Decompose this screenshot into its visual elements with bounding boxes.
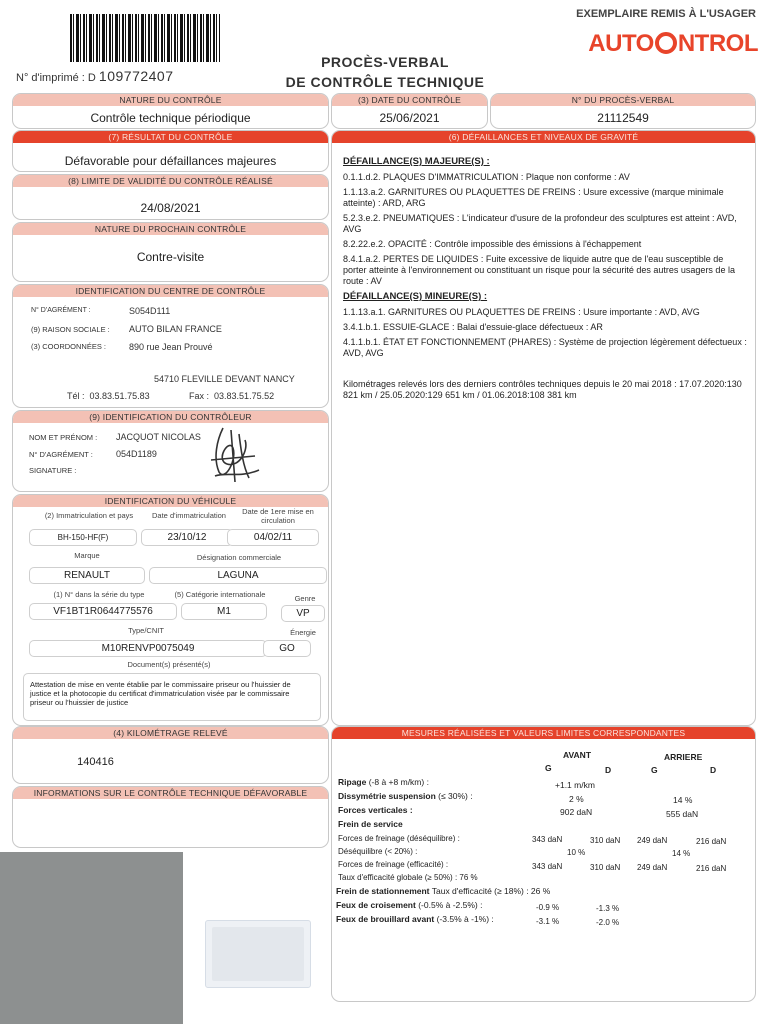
croisement-g: -0.9 % xyxy=(536,903,560,912)
date-immat-label: Date d'immatriculation xyxy=(152,511,226,520)
date-mise-value: 04/02/11 xyxy=(227,529,319,546)
croisement-row: Feux de croisement (-0.5% à -2.5%) : xyxy=(336,900,483,910)
designation-value: LAGUNA xyxy=(149,567,327,584)
centre-adresse: 890 rue Jean Prouvé xyxy=(129,342,213,352)
pv-value: 21112549 xyxy=(597,111,649,125)
deseq-av: 10 % xyxy=(567,848,586,857)
controleur-agrement: 054D1189 xyxy=(116,449,157,459)
barcode xyxy=(70,14,220,62)
mineures-title: DÉFAILLANCE(S) MINEURE(S) : xyxy=(343,291,488,302)
mineure-item: 3.4.1.b.1. ESSUIE-GLACE : Balai d'essuie-glace défectueux : AR xyxy=(343,322,603,332)
defaillances-label: (6) DÉFAILLANCES ET NIVEAUX DE GRAVITÉ xyxy=(332,131,755,143)
scan-background xyxy=(0,852,183,1024)
serie-value: VF1BT1R0644775576 xyxy=(29,603,177,620)
vehicule-box xyxy=(12,494,329,726)
signature-image xyxy=(205,420,265,490)
energie-value: GO xyxy=(263,640,311,657)
km-label: (4) KILOMÉTRAGE RELEVÉ xyxy=(13,727,328,739)
avant-g: G xyxy=(545,763,552,773)
km-value: 140416 xyxy=(77,756,114,768)
centre-label: IDENTIFICATION DU CENTRE DE CONTRÔLE xyxy=(13,285,328,297)
genre-label: Genre xyxy=(294,594,316,603)
controleur-label: (9) IDENTIFICATION DU CONTRÔLEUR xyxy=(13,411,328,423)
designation-label: Désignation commerciale xyxy=(196,553,282,562)
energie-label: Énergie xyxy=(290,628,316,637)
deseq-ar: 14 % xyxy=(672,849,691,858)
ripage-av: +1.1 m/km xyxy=(555,780,595,790)
controleur-agrement-label: N° D'AGRÉMENT : xyxy=(29,450,93,459)
km-box xyxy=(12,726,329,784)
arriere-g: G xyxy=(651,765,658,775)
centre-box xyxy=(12,284,329,408)
centre-ville: 54710 FLEVILLE DEVANT NANCY xyxy=(154,374,295,384)
date-mise-label: Date de 1ere mise en circulation xyxy=(242,507,314,525)
mesures-label: MESURES RÉALISÉES ET VALEURS LIMITES CORRESPONDANTES xyxy=(332,727,755,739)
print-number: N° d'imprimé : D 109772407 xyxy=(16,68,174,84)
prochain-value: Contre-visite xyxy=(136,250,205,264)
type-label: Type/CNIT xyxy=(128,626,164,635)
resultat-label: (7) RÉSULTAT DU CONTRÔLE xyxy=(13,131,328,143)
majeure-item: 8.4.1.a.2. PERTES DE LIQUIDES : Fuite excessive de liquide autre que de l'eau susceptible de porter atteinte à l'environnement ou constituant un risque pour la sécurité des autres usagers de la route : AV xyxy=(343,254,735,286)
categorie-value: M1 xyxy=(181,603,267,620)
majeures-title: DÉFAILLANCE(S) MAJEURE(S) : xyxy=(343,156,490,167)
date-box xyxy=(331,93,488,129)
infos-label: INFORMATIONS SUR LE CONTRÔLE TECHNIQUE DÉFAVORABLE xyxy=(13,787,328,799)
avant-header: AVANT xyxy=(563,750,592,760)
dissym-av: 2 % xyxy=(569,794,584,804)
frein-service-label: Frein de service xyxy=(338,819,403,829)
print-number-value: 109772407 xyxy=(98,68,174,84)
arriere-header: ARRIERE xyxy=(664,752,703,762)
autocontrol-logo: AUTO NTROL xyxy=(588,30,758,57)
docs-label: Document(s) présenté(s) xyxy=(127,660,211,669)
centre-fax: Fax : 03.83.51.75.52 xyxy=(189,391,275,401)
controleur-nom: JACQUOT NICOLAS xyxy=(116,432,201,442)
docs-value: Attestation de mise en vente établie par le commissaire priseur ou l'huissier de justice et la photocopie du certificat d'immatriculation visée par le commissaire priseur ou l'huissier de justice xyxy=(23,673,321,721)
nature-box xyxy=(12,93,329,129)
page-title: PROCÈS-VERBAL DE CONTRÔLE TECHNIQUE xyxy=(285,54,485,90)
centre-tel: Tél : 03.83.51.75.83 xyxy=(67,391,150,401)
ff-eff-av-g: 343 daN xyxy=(532,862,563,871)
ff-deseq-ar-d: 216 daN xyxy=(696,837,727,846)
brouillard-g: -3.1 % xyxy=(536,917,560,926)
infos-box xyxy=(12,786,329,848)
deseq-label: Déséquilibre (< 20%) : xyxy=(338,847,418,856)
controleur-signature-label: SIGNATURE : xyxy=(29,466,77,475)
brouillard-d: -2.0 % xyxy=(596,918,620,927)
centre-agrement: S054D111 xyxy=(129,306,171,316)
centre-coord-label: (3) COORDONNÉES : xyxy=(31,342,107,351)
majeure-item: 5.2.3.e.2. PNEUMATIQUES : L'indicateur d'usure de la profondeur des sculptures est atteint : AVD, AVG xyxy=(343,213,737,234)
categorie-label: (5) Catégorie internationale xyxy=(174,590,266,599)
forces-vert-av: 902 daN xyxy=(560,807,593,817)
controleur-nom-label: NOM ET PRÉNOM : xyxy=(29,433,98,442)
ff-eff-ar-d: 216 daN xyxy=(696,864,727,873)
avant-d: D xyxy=(605,765,612,775)
ff-eff-label: Forces de freinage (efficacité) : xyxy=(338,860,449,869)
centre-raison-label: (9) RAISON SOCIALE : xyxy=(31,325,110,334)
type-value: M10RENVP0075049 xyxy=(29,640,267,657)
pv-box xyxy=(490,93,756,129)
ff-deseq-av-d: 310 daN xyxy=(590,836,621,845)
ff-deseq-label: Forces de freinage (déséquilibre) : xyxy=(338,834,460,843)
dissym-row: Dissymétrie suspension (≤ 30%) : xyxy=(338,791,473,801)
forces-vert-label: Forces verticales : xyxy=(338,805,413,815)
limite-box xyxy=(12,174,329,220)
nature-value: Contrôle technique périodique xyxy=(90,111,251,125)
marque-value: RENAULT xyxy=(29,567,145,584)
logo-ring-icon xyxy=(655,32,677,54)
ff-deseq-av-g: 343 daN xyxy=(532,835,563,844)
date-value: 25/06/2021 xyxy=(379,111,440,125)
majeure-item: 0.1.1.d.2. PLAQUES D'IMMATRICULATION : Plaque non conforme : AV xyxy=(343,172,630,182)
envelope-window xyxy=(205,920,311,988)
taux-global: Taux d'efficacité globale (≥ 50%) : 76 % xyxy=(338,873,478,882)
resultat-box xyxy=(12,130,329,172)
date-label: (3) DATE DU CONTRÔLE xyxy=(332,94,487,106)
marque-label: Marque xyxy=(74,551,100,560)
majeure-item: 1.1.13.a.2. GARNITURES OU PLAQUETTES DE FREINS : Usure excessive (marque minimale atteinte) : ARD, ARG xyxy=(343,187,724,208)
date-immat-value: 23/10/12 xyxy=(141,529,233,546)
prochain-box xyxy=(12,222,329,282)
forces-vert-ar: 555 daN xyxy=(666,809,699,819)
centre-raison: AUTO BILAN FRANCE xyxy=(129,324,222,334)
ff-eff-av-d: 310 daN xyxy=(590,863,621,872)
prochain-label: NATURE DU PROCHAIN CONTRÔLE xyxy=(13,223,328,235)
nature-label: NATURE DU CONTRÔLE xyxy=(13,94,328,106)
immat-label: (2) Immatriculation et pays xyxy=(44,511,134,520)
ff-deseq-ar-g: 249 daN xyxy=(637,836,668,845)
dissym-ar: 14 % xyxy=(673,795,693,805)
immat-value: BH-150-HF(F) xyxy=(29,529,137,546)
mineure-item: 1.1.13.a.1. GARNITURES OU PLAQUETTES DE FREINS : Usure importante : AVD, AVG xyxy=(343,307,700,317)
kilometrages-text: Kilométrages relevés lors des derniers contrôles techniques depuis le 20 mai 2018 : 17.07.2020:130 821 km / 25.05.2020:129 651 km / 01.06.2018:108 381 km xyxy=(343,379,742,400)
ff-eff-ar-g: 249 daN xyxy=(637,863,668,872)
resultat-value: Défavorable pour défaillances majeures xyxy=(64,154,277,168)
croisement-d: -1.3 % xyxy=(596,904,620,913)
brouillard-row: Feux de brouillard avant (-3.5% à -1%) : xyxy=(336,914,494,924)
controleur-box xyxy=(12,410,329,492)
serie-label: (1) N° dans la série du type xyxy=(53,590,145,599)
centre-agrement-label: N° D'AGRÉMENT : xyxy=(31,307,91,314)
copy-notice: EXEMPLAIRE REMIS À L'USAGER xyxy=(576,8,756,20)
pv-label: N° DU PROCÈS-VERBAL xyxy=(491,94,755,106)
limite-value: 24/08/2021 xyxy=(140,201,201,215)
limite-label: (8) LIMITE DE VALIDITÉ DU CONTRÔLE RÉALISÉ xyxy=(13,175,328,187)
vehicule-label: IDENTIFICATION DU VÉHICULE xyxy=(13,495,328,507)
ripage-row: Ripage (-8 à +8 m/km) : xyxy=(338,777,429,787)
stationnement-row: Frein de stationnement Taux d'efficacité (≥ 18%) : 26 % xyxy=(336,886,551,896)
genre-value: VP xyxy=(281,605,325,622)
mineure-item: 4.1.1.b.1. ÉTAT ET FONCTIONNEMENT (PHARES) : Système de projection légèrement défectueux : AVD, AVG xyxy=(343,337,747,358)
defaillances-list xyxy=(343,154,747,405)
majeure-item: 8.2.22.e.2. OPACITÉ : Contrôle impossible des émissions à l'échappement xyxy=(343,239,642,249)
arriere-d: D xyxy=(710,765,717,775)
